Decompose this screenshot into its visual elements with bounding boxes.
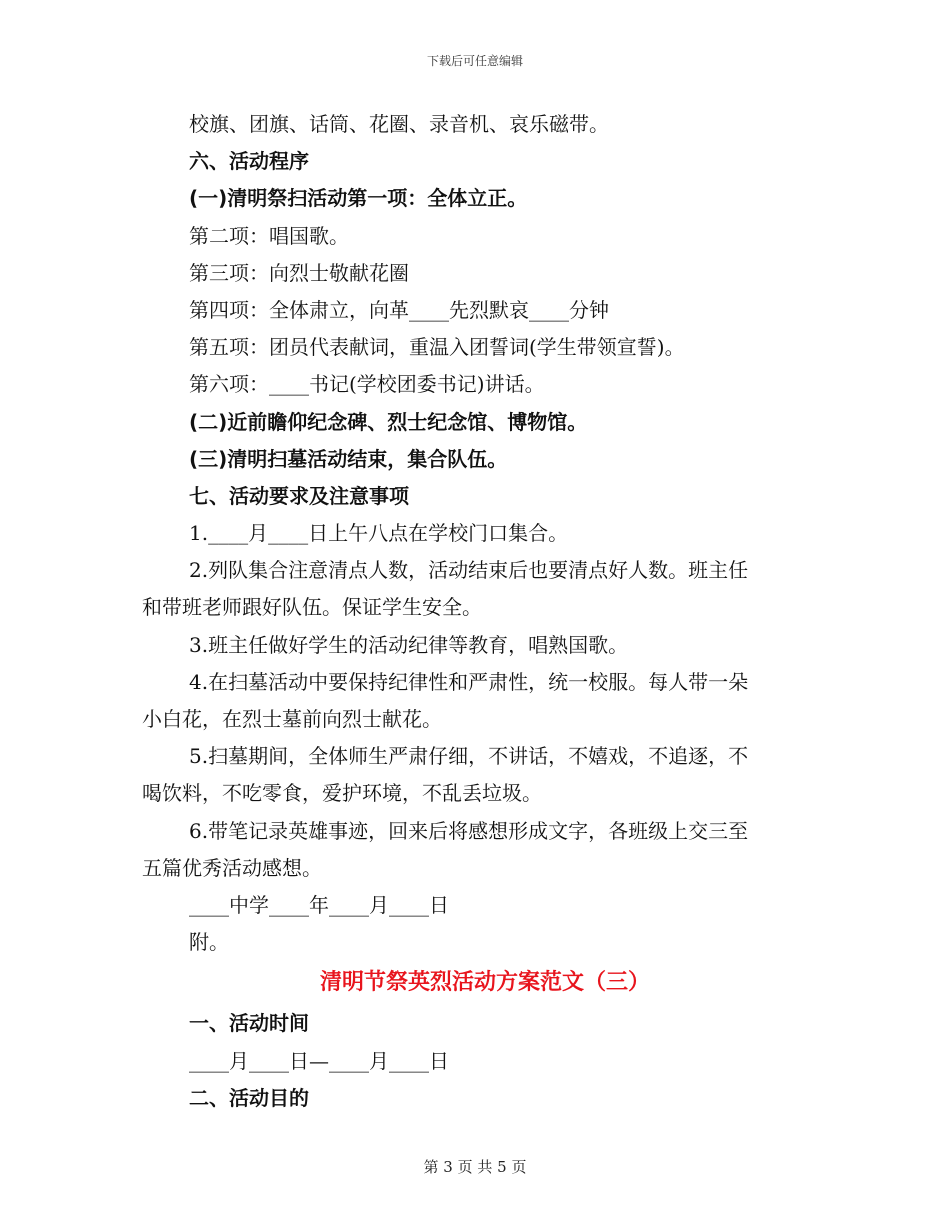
list-item [142, 664, 808, 738]
list-item-line: 2.列队集合注意清点人数，活动结束后也要清点好人数。班主任 [189, 558, 749, 583]
section-heading: 一、活动时间 [189, 1011, 309, 1036]
list-item-line: 4.在扫墓活动中要保持纪律性和严肃性，统一校服。每人带一朵 [189, 669, 749, 694]
subsection-heading: (三)清明扫墓活动结束，集合队伍。 [189, 446, 508, 471]
list-item-line: 喝饮料，不吃零食，爱护环境，不乱丢垃圾。 [142, 781, 542, 806]
text-line: 第五项：团员代表献词，重温入团誓词(学生带领宣誓)。 [189, 335, 685, 360]
text-line: 第二项：唱国歌。 [189, 223, 349, 248]
subsection-heading: (二)近前瞻仰纪念碑、烈士纪念馆、博物馆。 [189, 409, 588, 434]
text-line: 附。 [189, 930, 229, 955]
text-line: 第三项：向烈士敬献花圈 [189, 260, 409, 285]
section-heading: 七、活动要求及注意事项 [189, 483, 409, 508]
text-line: 第四项：全体肃立，向革____先烈默哀____分钟 [189, 297, 609, 322]
document-section-title: 清明节祭英烈活动方案范文（三） [319, 970, 650, 996]
subsection-heading: (一)清明祭扫活动第一项：全体立正。 [189, 186, 528, 211]
section-heading: 六、活动程序 [189, 149, 309, 174]
signature-line: ____中学____年____月____日 [189, 893, 449, 918]
list-item [142, 738, 808, 812]
text-line: 校旗、团旗、话筒、花圈、录音机、哀乐磁带。 [189, 112, 609, 136]
page-footer: 第 3 页 共 5 页 [423, 1158, 527, 1176]
text-line: ____月____日—____月____日 [189, 1048, 449, 1073]
list-item-line: 6.带笔记录英雄事迹，回来后将感想形成文字，各班级上交三至 [189, 818, 749, 843]
list-item-line: 5.扫墓期间，全体师生严肃仔细，不讲话，不嬉戏，不追逐，不 [189, 744, 749, 769]
list-item: 3.班主任做好学生的活动纪律等教育，唱熟国歌。 [189, 632, 629, 657]
section-heading: 二、活动目的 [189, 1085, 309, 1110]
document-body [142, 106, 808, 1117]
list-item-line: 五篇优秀活动感想。 [142, 855, 322, 880]
text-line: 第六项：____书记(学校团委书记)讲话。 [189, 372, 545, 397]
list-item-line: 和带班老师跟好队伍。保证学生安全。 [142, 595, 482, 620]
list-item: 1.____月____日上午八点在学校门口集合。 [189, 521, 569, 546]
list-item [142, 813, 808, 887]
list-item-line: 小白花，在烈士墓前向烈士献花。 [142, 707, 442, 732]
list-item [142, 552, 808, 626]
page-header: 下载后可任意编辑 [426, 54, 523, 68]
